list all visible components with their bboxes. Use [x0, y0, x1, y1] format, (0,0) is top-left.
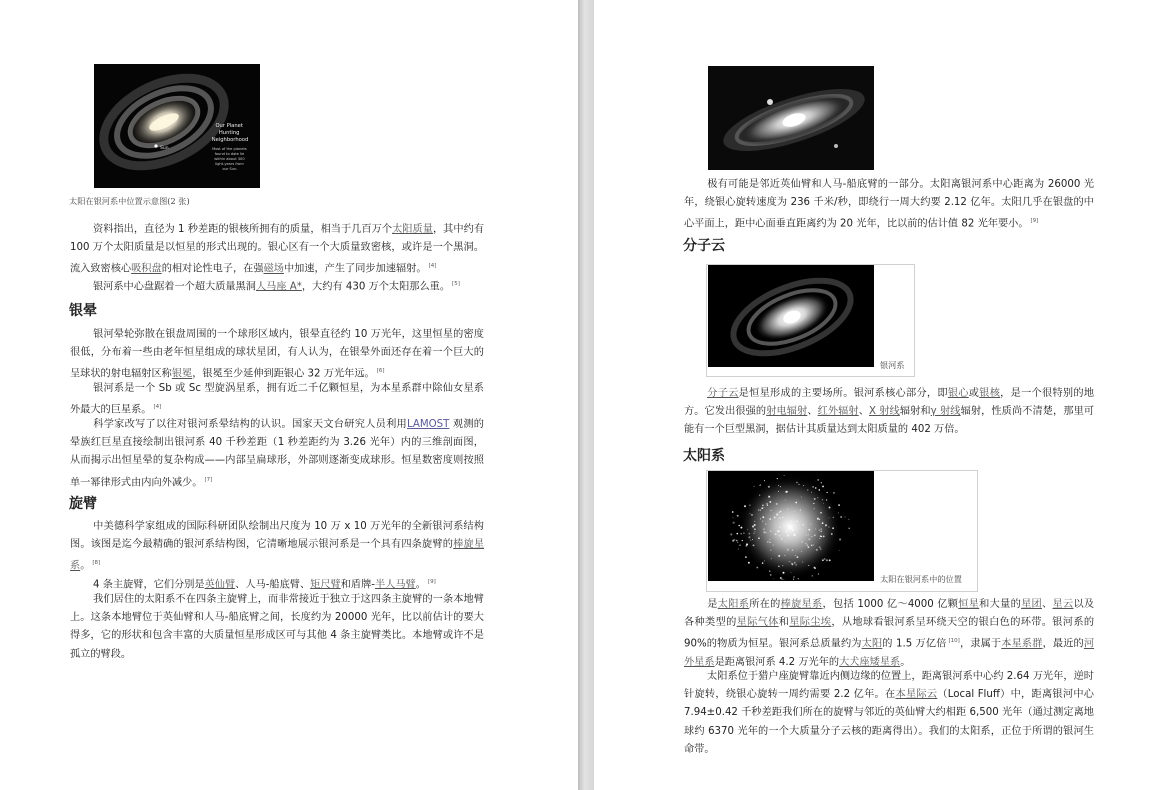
cluster-star — [743, 532, 745, 534]
cluster-star — [737, 542, 738, 543]
cluster-star — [738, 525, 740, 527]
link-solar-system[interactable]: 太阳系 — [717, 599, 750, 610]
paragraph-black-hole: 银河系中心盘踞着一个超大质量黑洞人马座 A*，大约有 430 万个太阳那么重。 [5] — [93, 281, 460, 293]
cluster-star — [848, 519, 849, 520]
cluster-star — [749, 504, 750, 505]
link-galactic-nucleus[interactable]: 银核 — [979, 388, 1001, 399]
cluster-star — [730, 533, 732, 535]
cluster-star — [792, 526, 793, 527]
cluster-star — [745, 545, 747, 547]
cluster-star — [783, 572, 785, 574]
cluster-star — [737, 533, 739, 535]
cluster-star — [801, 551, 802, 552]
cluster-star — [829, 517, 830, 518]
cluster-star — [764, 507, 765, 508]
cluster-star — [753, 545, 754, 546]
cluster-star — [777, 478, 778, 479]
cluster-star — [787, 534, 789, 536]
cluster-star — [733, 517, 734, 518]
cluster-star — [789, 525, 790, 526]
cluster-star — [739, 544, 740, 545]
cluster-star — [828, 526, 829, 527]
cluster-star — [783, 524, 784, 525]
cluster-star — [790, 561, 791, 562]
cluster-star — [820, 528, 822, 530]
cluster-star — [762, 505, 763, 506]
section-heading-arms: 旋臂 — [69, 496, 97, 512]
cluster-star — [793, 576, 794, 577]
link-x-ray[interactable]: X 射线 — [868, 406, 900, 418]
cluster-star — [776, 515, 777, 516]
cluster-star — [833, 492, 834, 493]
cluster-star — [742, 540, 743, 541]
link-interstellar-dust[interactable]: 星际尘埃 — [789, 617, 832, 629]
cluster-star — [776, 513, 778, 515]
link-barred-spiral[interactable]: 棒旋星系 — [70, 539, 485, 572]
cluster-star — [791, 572, 792, 573]
cluster-star — [777, 530, 779, 532]
cluster-star — [826, 499, 827, 500]
cluster-star — [750, 540, 751, 541]
cluster-star — [747, 529, 748, 530]
citation-ref[interactable]: [9] — [1030, 218, 1039, 225]
link-norma-arm[interactable]: 矩尺臂 — [310, 579, 341, 591]
cluster-star — [806, 544, 808, 546]
cluster-star — [778, 485, 779, 486]
cluster-star — [786, 491, 788, 493]
citation-ref[interactable]: [6] — [376, 368, 385, 375]
cluster-star — [745, 556, 747, 558]
left-page — [0, 0, 578, 790]
cluster-star — [753, 533, 754, 534]
cluster-star — [811, 536, 812, 537]
cluster-star — [820, 512, 822, 514]
cluster-star — [780, 518, 781, 519]
cluster-star — [778, 555, 780, 557]
cluster-star — [813, 545, 814, 546]
citation-ref[interactable]: [8] — [92, 560, 101, 567]
image-caption: 银河系 — [880, 360, 905, 370]
citation-ref[interactable]: [10] — [948, 638, 960, 645]
cluster-star — [769, 518, 771, 520]
cluster-star — [839, 538, 841, 540]
section-heading-halo: 银晕 — [69, 303, 97, 319]
cluster-star — [784, 555, 785, 556]
cluster-star — [813, 503, 814, 504]
cluster-star — [814, 567, 816, 569]
link-infrared[interactable]: 红外辐射 — [817, 406, 859, 418]
cluster-star — [775, 533, 777, 535]
cluster-star — [767, 541, 769, 543]
cluster-star — [832, 527, 834, 529]
cluster-star — [833, 517, 834, 518]
cluster-star — [779, 517, 780, 518]
cluster-star — [762, 562, 764, 564]
cluster-star — [826, 492, 827, 493]
paragraph-core-mass: 资料指出，直径为 1 秒差距的银核所拥有的质量，相当于几百万个太阳质量，其中约有 100 万个太阳质量是以恒星的形式出现的。银心区有一个大质量致密核，或许是一个黑洞。流入致密核心吸积盘的相对论性电子，在强磁场中加速，产生了同步加速辐射。 [4] — [70, 224, 485, 275]
cluster-star — [815, 487, 817, 489]
cluster-star — [811, 545, 812, 546]
link-perseus-arm[interactable]: 英仙臂 — [204, 579, 236, 591]
link-accretion-disk[interactable]: 吸积盘 — [131, 263, 162, 275]
citation-ref[interactable]: [4] — [153, 404, 162, 411]
cluster-star — [778, 491, 779, 492]
cluster-star — [795, 502, 797, 504]
spiral-galaxy-image — [708, 265, 874, 367]
cluster-star — [812, 486, 814, 488]
cluster-star — [760, 510, 761, 511]
cluster-star — [770, 550, 771, 551]
cluster-star — [758, 510, 759, 511]
cluster-star — [765, 524, 766, 525]
cluster-star — [764, 480, 765, 481]
cluster-star — [769, 542, 770, 543]
globular-cluster-image — [708, 471, 874, 581]
cluster-star — [779, 527, 780, 528]
cluster-star — [779, 531, 780, 532]
link-extragalactic[interactable]: 河外星系 — [684, 638, 1095, 668]
cluster-star — [768, 486, 770, 488]
cluster-star — [808, 565, 809, 566]
cluster-star — [785, 500, 786, 501]
cluster-star — [770, 510, 771, 511]
cluster-star — [808, 546, 810, 548]
cluster-star — [822, 559, 824, 561]
cluster-star — [733, 522, 735, 524]
cluster-star — [829, 559, 831, 561]
cluster-star — [790, 527, 792, 529]
galaxy-note-line: light-years from — [215, 162, 244, 166]
galaxy-note-line: found to date lie — [214, 152, 245, 156]
right-page — [594, 0, 1173, 790]
cluster-star — [788, 522, 789, 523]
cluster-star — [819, 529, 821, 531]
cluster-star — [760, 518, 761, 519]
paragraph-local-arm: 我们居住的太阳系不在四条主旋臂上，而非常接近于独立于这四条主旋臂的一条本地臂上。这条本地臂位于英仙臂和人马-船底臂之间，长度约为 20000 光年，比以前估计的要大得多，它的形状和包含丰富的大质量恒星形成区可与其他 4 条主旋臂类比。本地臂或许不是孤立的臂段。 — [70, 594, 484, 660]
cluster-star — [740, 527, 742, 529]
cluster-star — [779, 511, 781, 513]
cluster-star — [748, 562, 750, 564]
cluster-star — [750, 513, 751, 514]
cluster-star — [802, 541, 803, 542]
cluster-star — [784, 475, 785, 476]
cluster-star — [761, 507, 763, 509]
paragraph-spiral-type: 银河系是一个 Sb 或 Sc 型旋涡星系，拥有近二千亿颗恒星，为本星系群中除仙女星系外最大的巨星系。 [4] — [70, 383, 484, 416]
galaxy-note-line: our Sun. — [222, 167, 238, 171]
cluster-star — [792, 564, 794, 566]
cluster-star — [831, 533, 833, 535]
paragraph-four-arms: 4 条主旋臂，它们分别是英仙臂、人马-船底臂、矩尺臂和盾牌-半人马臂。 [9] — [93, 579, 436, 591]
cluster-star — [768, 496, 770, 498]
cluster-star — [764, 560, 765, 561]
cluster-star — [807, 489, 809, 491]
cluster-star — [770, 574, 772, 576]
cluster-star — [823, 503, 824, 504]
cluster-star — [756, 567, 758, 569]
cluster-star — [840, 516, 842, 518]
cluster-star — [802, 561, 803, 562]
cluster-star — [819, 519, 820, 520]
cluster-star — [787, 509, 788, 510]
page-gutter — [578, 0, 594, 790]
cluster-star — [822, 499, 823, 500]
link-interstellar-gas[interactable]: 星际气体 — [736, 617, 779, 629]
paragraph-lamost: 科学家改写了以往对银河系晕结构的认识。国家天文台研究人员利用LAMOST 观测的晕族红巨星直接绘制出银河系 40 千秒差距（1 秒差距约为 3.26 光年）内的三维剖面图，从而揭示出恒星晕的复杂构成——内部呈扁球形，外部则逐渐变成球形。恒星数密度则按照单一幂律形式由内向外减少。 [7] — [70, 419, 484, 488]
cluster-star — [826, 559, 828, 561]
cluster-star — [817, 479, 819, 481]
link-sagittarius-a[interactable]: 人马座 A* — [256, 281, 302, 293]
cluster-star — [780, 577, 782, 579]
cluster-star — [762, 521, 763, 522]
cluster-star — [776, 503, 778, 505]
cluster-star — [808, 538, 810, 540]
cluster-star — [798, 484, 799, 485]
cluster-star — [812, 575, 813, 576]
cluster-star — [781, 578, 782, 579]
cluster-star — [796, 520, 798, 522]
cluster-star — [737, 515, 738, 516]
cluster-star — [822, 485, 824, 487]
paragraph-milky-way-overview: 是太阳系所在的棒旋星系，包括 1000 亿～4000 亿颗恒星和大量的星团、星云以及各种类型的星际气体和星际尘埃，从地球看银河系呈环绕天空的银白色的环带。银河系的 90%的物质为恒星。银河系总质量约为太阳的 1.5 万亿倍 [10]，隶属于本星系群，最近的河外星系是距离银河系 4.2 万光年的大犬座矮星系。 — [684, 599, 1095, 668]
cluster-star — [820, 535, 821, 536]
image-caption: 太阳在银河系中位置示意图(2 张) — [69, 196, 190, 206]
citation-ref[interactable]: [9] — [427, 579, 436, 585]
cluster-star — [816, 549, 818, 551]
cluster-star — [789, 561, 790, 562]
cluster-star — [806, 535, 807, 536]
cluster-star — [754, 486, 755, 487]
cluster-star — [839, 550, 840, 551]
cluster-star — [774, 517, 776, 519]
cluster-star — [844, 516, 845, 517]
galaxy-sun-label: Sun — [160, 146, 169, 151]
link-sun[interactable]: 太阳 — [861, 638, 883, 650]
citation-ref[interactable]: [5] — [452, 281, 460, 287]
paragraph-molecular-cloud: 分子云是恒星形成的主要场所。银河系核心部分，即银心或银核，是一个很特别的地方。它发出很强的射电辐射、红外辐射、X 射线辐射和γ 射线辐射，性质尚不清楚，那里可能有一个巨型黑洞，据估计其质量达到太阳质量的 402 万倍。 — [684, 388, 1095, 436]
cluster-star — [829, 507, 831, 509]
link-star-cluster[interactable]: 星团 — [1021, 599, 1043, 610]
cluster-star — [792, 529, 794, 531]
cluster-star — [759, 485, 760, 486]
galaxy-overlay-line: Neighborhood — [211, 137, 249, 143]
paragraph-sun-position: 极有可能是邻近英仙臂和人马-船底臂的一部分。太阳离银河系中心距离为 26000 光年，绕银心旋转速度为 236 千米/秒，即绕行一周大约要 2.12 亿年。太阳几乎在银盘的中心平面上，距中心面垂直距离约为 20 光年，比以前的估计值 82 光年要小。 [9] — [684, 179, 1094, 230]
cluster-star — [848, 527, 850, 529]
citation-ref[interactable]: [4] — [428, 263, 437, 270]
link-corona[interactable]: 银冕 — [171, 368, 193, 380]
cluster-star — [782, 517, 784, 519]
cluster-star — [751, 514, 753, 516]
cluster-star — [795, 564, 797, 566]
cluster-star — [741, 533, 742, 534]
cluster-star — [754, 524, 756, 526]
cluster-star — [794, 533, 795, 534]
link-gamma-ray[interactable]: γ 射线 — [930, 406, 961, 418]
cluster-star — [820, 531, 822, 533]
cluster-star — [820, 548, 821, 549]
cluster-star — [794, 521, 795, 522]
cluster-star — [811, 524, 812, 525]
cluster-star — [838, 512, 839, 513]
cluster-star — [749, 533, 751, 535]
cluster-star — [786, 530, 787, 531]
cluster-star — [787, 549, 789, 551]
cluster-star — [765, 532, 766, 533]
cluster-star — [755, 531, 756, 532]
cluster-star — [732, 511, 734, 513]
cluster-star — [748, 536, 750, 538]
cluster-star — [819, 489, 821, 491]
cluster-star — [752, 525, 754, 527]
cluster-star — [770, 530, 771, 531]
cluster-star — [738, 548, 739, 549]
cluster-star — [791, 521, 792, 522]
cluster-star — [825, 524, 827, 526]
cluster-star — [818, 573, 819, 574]
link-solar-mass[interactable]: 太阳质量 — [392, 224, 433, 235]
cluster-star — [814, 508, 815, 509]
link-local-group[interactable]: 本星系群 — [1001, 638, 1043, 650]
cluster-star — [771, 558, 772, 559]
cluster-star — [769, 570, 770, 571]
cluster-star — [766, 503, 768, 505]
cluster-star — [798, 578, 799, 579]
cluster-star — [838, 504, 840, 506]
link-nebula[interactable]: 星云 — [1052, 599, 1074, 610]
cluster-star — [822, 522, 824, 524]
cluster-star — [754, 521, 755, 522]
cluster-star — [763, 529, 764, 530]
cluster-star — [801, 497, 802, 498]
cluster-star — [819, 538, 820, 539]
cluster-star — [824, 558, 826, 560]
galaxy-overlay-line: Our Planet — [215, 123, 243, 129]
image-caption: 太阳在银河系中的位置 — [880, 574, 962, 584]
cluster-star — [762, 516, 764, 518]
cluster-star — [805, 543, 806, 544]
cluster-star — [754, 528, 755, 529]
cluster-star — [744, 505, 746, 507]
section-heading-molecular-cloud: 分子云 — [683, 238, 725, 254]
cluster-star — [796, 482, 798, 484]
cluster-star — [791, 526, 792, 527]
link-local-fluff[interactable]: 本星际云 — [895, 689, 938, 701]
cluster-star — [786, 532, 787, 533]
cluster-star — [823, 536, 825, 538]
andromeda-image — [708, 66, 874, 170]
cluster-star — [758, 537, 760, 539]
cluster-star — [814, 535, 816, 537]
cluster-star — [795, 555, 796, 556]
cluster-star — [769, 539, 770, 540]
link-galactic-center[interactable]: 银心 — [947, 388, 969, 399]
link-canis-major-dwarf[interactable]: 大犬座矮星系 — [839, 657, 901, 668]
cluster-star — [815, 529, 816, 530]
cluster-star — [752, 539, 753, 540]
citation-ref[interactable]: [7] — [204, 476, 213, 483]
link-magnetic-field[interactable]: 磁场 — [263, 263, 284, 275]
cluster-star — [794, 562, 796, 564]
cluster-star — [817, 497, 818, 498]
link-centaurus-arm[interactable]: 半人马臂 — [374, 579, 416, 591]
cluster-star — [780, 486, 781, 487]
paragraph-solar-orbit: 太阳系位于猎户座旋臂靠近内侧边缘的位置上，距离银河系中心约 2.64 万光年，逆时针旋转，绕银心旋转一周约需要 2.2 亿年。在本星际云（Local Fluff）中，距离银河中心 7.94±0.42 千秒差距我们所在的旋臂与邻近的英仙臂大约相距 6,500 光年（通过测定离地球约 6370 光年的一个大质量分子云核的距离得出）。我们的太阳系，正位于所谓的银河生命带。 — [684, 671, 1094, 755]
link-lamost[interactable]: LAMOST — [406, 419, 450, 430]
cluster-star — [803, 485, 804, 486]
cluster-star — [769, 501, 771, 503]
cluster-star — [814, 498, 816, 500]
cluster-star — [763, 531, 765, 533]
paragraph-halo: 银河晕轮弥散在银盘周围的一个球形区域内，银晕直径约 10 万光年，这里恒星的密度很低，分布着一些由老年恒星组成的球状星团，有人认为，在银晕外面还存在着一个巨大的呈球状的射电辐射区称银冕，银冕至少延伸到距银心 32 万光年远。 [6] — [70, 329, 484, 380]
galaxy-overlay-line: Hunting — [218, 130, 240, 136]
cluster-star — [788, 524, 789, 525]
cluster-star — [782, 565, 783, 566]
cluster-star — [773, 545, 774, 546]
link-barred-spiral[interactable]: 棒旋星系 — [780, 599, 823, 610]
cluster-star — [811, 492, 812, 493]
milky-way-image — [94, 64, 260, 188]
paragraph-arms-map: 中美德科学家组成的国际科研团队绘制出尺度为 10 万 x 10 万光年的全新银河系结构图。该图是迄今最精确的银河系结构图，它清晰地展示银河系是一个具有四条旋臂的棒旋星系。 [8] — [70, 521, 485, 572]
link-star[interactable]: 恒星 — [958, 599, 980, 610]
cluster-star — [793, 534, 795, 536]
cluster-star — [779, 535, 781, 537]
section-heading-solar-system: 太阳系 — [683, 448, 725, 464]
cluster-star — [819, 546, 821, 548]
cluster-star — [778, 566, 780, 568]
galaxy-note-line: Most of the planets — [212, 147, 247, 151]
cluster-star — [800, 510, 801, 511]
cluster-star — [817, 518, 819, 520]
cluster-star — [794, 511, 795, 512]
cluster-star — [785, 541, 786, 542]
cluster-star — [773, 578, 774, 579]
link-radio-emission[interactable]: 射电辐射 — [766, 406, 808, 418]
cluster-star — [759, 495, 760, 496]
cluster-star — [781, 538, 783, 540]
galaxy-note-line: within about 300 — [214, 157, 245, 161]
cluster-star — [797, 556, 799, 558]
cluster-star — [734, 539, 736, 541]
cluster-star — [821, 482, 822, 483]
cluster-star — [808, 529, 810, 531]
link-molecular-cloud[interactable]: 分子云 — [707, 388, 739, 399]
cluster-star — [736, 540, 738, 542]
cluster-star — [808, 534, 809, 535]
cluster-star — [793, 579, 794, 580]
cluster-star — [784, 579, 785, 580]
cluster-star — [792, 550, 793, 551]
cluster-star — [802, 524, 804, 526]
